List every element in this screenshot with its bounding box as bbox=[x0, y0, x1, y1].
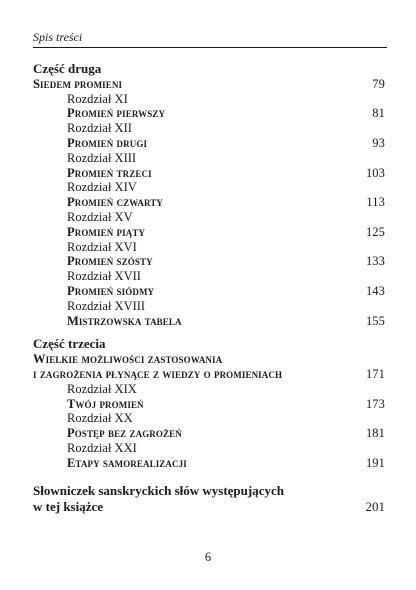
toc-entry-row bbox=[33, 456, 385, 471]
chapter-row bbox=[33, 382, 385, 397]
toc-entry-row bbox=[33, 136, 385, 151]
toc-entry-row bbox=[33, 314, 385, 329]
toc-entry-row bbox=[33, 166, 385, 181]
glossary-title-line1: Słowniczek sanskryckich słów występujących bbox=[33, 482, 284, 498]
entry-title: Promień trzeci bbox=[67, 165, 152, 180]
part-three-heading bbox=[33, 337, 385, 352]
section-seven-rays bbox=[33, 77, 385, 92]
table-of-contents bbox=[33, 62, 385, 515]
page-ref: 125 bbox=[365, 224, 385, 239]
chapter-row bbox=[33, 92, 385, 107]
toc-entry-row bbox=[33, 106, 385, 121]
entry-title: Postęp bez zagrożeń bbox=[67, 426, 182, 441]
chapter-row bbox=[33, 299, 385, 314]
section-title: Siedem promieni bbox=[33, 76, 123, 91]
chapter-row bbox=[33, 269, 385, 284]
chapter-label: Rozdział XIII bbox=[67, 150, 137, 165]
entry-title: Promień czwarty bbox=[67, 195, 163, 210]
chapter-row bbox=[33, 151, 385, 166]
chapter-label: Rozdział XIX bbox=[67, 381, 137, 396]
entry-title: Promień szósty bbox=[67, 254, 153, 269]
section-title-line1: Wielkie możliwości zastosowania bbox=[33, 352, 223, 367]
page-number: 6 bbox=[204, 550, 212, 564]
chapter-label: Rozdział XVII bbox=[67, 269, 141, 284]
page-ref: 81 bbox=[372, 106, 385, 121]
page-ref: 173 bbox=[365, 396, 385, 411]
part-two-entries bbox=[33, 92, 385, 329]
page-ref: 103 bbox=[365, 165, 385, 180]
part-three-title: Część trzecia bbox=[33, 336, 106, 352]
chapter-row bbox=[33, 240, 385, 255]
toc-entry-row bbox=[33, 397, 385, 412]
chapter-label: Rozdział XIV bbox=[67, 180, 137, 195]
glossary-line1 bbox=[33, 483, 385, 499]
chapter-label: Rozdział XI bbox=[67, 91, 128, 106]
glossary-title-line2: w tej książce bbox=[33, 498, 104, 514]
chapter-row bbox=[33, 121, 385, 136]
page-ref: 181 bbox=[365, 426, 385, 441]
chapter-row bbox=[33, 210, 385, 225]
chapter-label: Rozdział XXI bbox=[67, 440, 137, 455]
chapter-row bbox=[33, 441, 385, 456]
page-ref: 93 bbox=[372, 135, 385, 150]
entry-title: Promień piąty bbox=[67, 224, 146, 239]
part-two-heading bbox=[33, 62, 385, 77]
entry-title: Promień siódmy bbox=[67, 283, 155, 298]
toc-entry-row bbox=[33, 254, 385, 269]
chapter-label: Rozdział XX bbox=[67, 411, 133, 426]
entry-title: Mistrzowska tabela bbox=[67, 313, 182, 328]
entry-title: Promień pierwszy bbox=[67, 106, 166, 121]
toc-entry-row bbox=[33, 195, 385, 210]
chapter-row bbox=[33, 180, 385, 195]
running-header: Spis treści bbox=[33, 30, 83, 44]
page-ref: 133 bbox=[365, 254, 385, 269]
page-ref: 191 bbox=[365, 455, 385, 470]
page-ref: 79 bbox=[372, 76, 385, 91]
chapter-label: Rozdział XVI bbox=[67, 239, 137, 254]
section-title-line2: i zagrożenia płynące z wiedzy o promieniach bbox=[33, 366, 283, 381]
glossary-line2 bbox=[33, 499, 385, 515]
page-ref: 113 bbox=[366, 195, 385, 210]
chapter-label: Rozdział XII bbox=[67, 121, 132, 136]
page-ref: 171 bbox=[365, 366, 385, 381]
part-two-title: Część druga bbox=[33, 61, 102, 76]
toc-entry-row bbox=[33, 426, 385, 441]
toc-entry-row bbox=[33, 284, 385, 299]
chapter-label: Rozdział XVIII bbox=[67, 298, 146, 313]
part-three-entries bbox=[33, 382, 385, 471]
chapter-label: Rozdział XV bbox=[67, 209, 133, 224]
header-rule bbox=[33, 47, 387, 48]
section-applications-line2 bbox=[33, 367, 385, 382]
section-applications-line1 bbox=[33, 352, 385, 367]
entry-title: Etapy samorealizacji bbox=[67, 455, 187, 470]
entry-title: Promień drugi bbox=[67, 135, 148, 150]
toc-entry-row bbox=[33, 225, 385, 240]
chapter-row bbox=[33, 411, 385, 426]
page-ref: 201 bbox=[365, 498, 385, 514]
page-ref: 143 bbox=[365, 283, 385, 298]
page-ref: 155 bbox=[365, 313, 385, 328]
entry-title: Twój promień bbox=[67, 396, 144, 411]
